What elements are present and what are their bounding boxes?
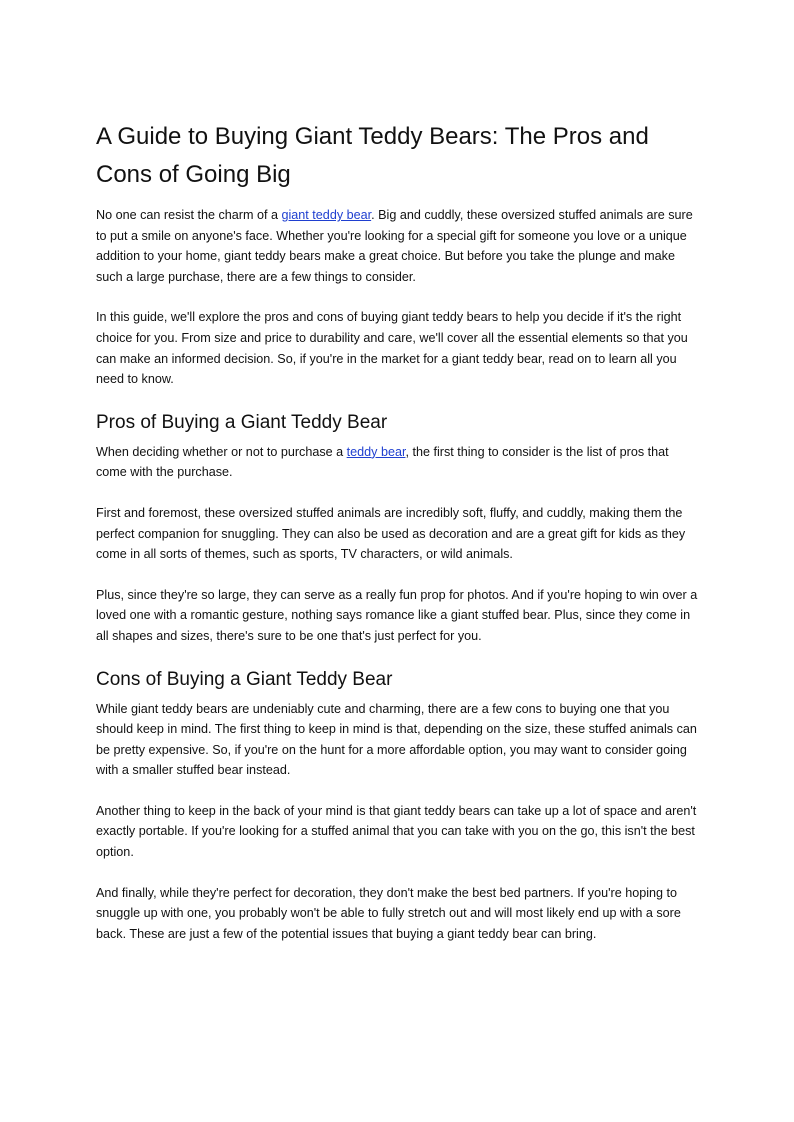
page-title: A Guide to Buying Giant Teddy Bears: The Pros and Cons of Going Big — [96, 123, 649, 188]
intro-paragraph-2: In this guide, we'll explore the pros and cons of buying giant teddy bears to help you decide if it's the right choice for you. From size and price to durability and care, we'll cover all the essential elements so that you can make an informed decision. So, if you're in the market for a giant teddy bear, read on to learn all you need to know. — [96, 310, 688, 387]
pros-paragraph-3: Plus, since they're so large, they can serve as a really fun prop for photos. And if you're hoping to win over a loved one with a romantic gesture, nothing says romance like a giant stuffed bear. Plus, since they come in all shapes and sizes, there's sure to be one that's just perfect for you. — [96, 587, 698, 643]
document-page — [96, 118, 702, 964]
intro-paragraph-1 — [96, 205, 702, 287]
intro-p1-before: No one can resist the charm of a — [96, 208, 282, 222]
cons-heading: Cons of Buying a Giant Teddy Bear — [96, 668, 393, 690]
pros-paragraph-2: First and foremost, these oversized stuffed animals are incredibly soft, fluffy, and cuddly, making them the perfect companion for snuggling. They can also be used as decoration and are a great gift for kids as they come in all sorts of themes, such as sports, TV characters, or wild animals. — [96, 505, 686, 562]
pros-p1-after: , the first thing to consider is the list of pros that come with the purchase. — [96, 444, 669, 480]
giant-teddy-bear-link[interactable]: giant teddy bear — [281, 208, 372, 222]
teddy-bear-link[interactable]: teddy bear — [346, 444, 406, 459]
pros-p1-before: When deciding whether or not to purchase a — [96, 444, 347, 459]
cons-paragraph-3: And finally, while they're perfect for decoration, they don't make the best bed partners. If you're hoping to snuggle up with one, you probably won't be able to fully stretch out and will most likely end up with a sore back. These are just a few of the potential issues that buying a giant teddy bear can bring. — [96, 885, 681, 941]
intro-p1-after: . Big and cuddly, these oversized stuffed animals are sure to put a smile on anyone's face. Whether you're looking for a special gift for someone you love or a unique addition to your home, giant teddy bears make a great choice. But before you take the plunge and make such a large purchase, there are a few things to consider. — [96, 208, 693, 284]
pros-paragraph-1 — [96, 442, 702, 483]
cons-paragraph-2: Another thing to keep in the back of your mind is that giant teddy bears can take up a lot of space and aren't exactly portable. If you're looking for a stuffed animal that you can take with you on the go, this isn't the best option. — [96, 803, 697, 860]
cons-paragraph-1: While giant teddy bears are undeniably cute and charming, there are a few cons to buying one that you should keep in mind. The first thing to keep in mind is that, depending on the size, these stuffed animals can be pretty expensive. So, if you're on the hunt for a more affordable option, you may want to consider going with a smaller stuffed bear instead. — [96, 701, 697, 778]
pros-heading: Pros of Buying a Giant Teddy Bear — [96, 411, 388, 433]
